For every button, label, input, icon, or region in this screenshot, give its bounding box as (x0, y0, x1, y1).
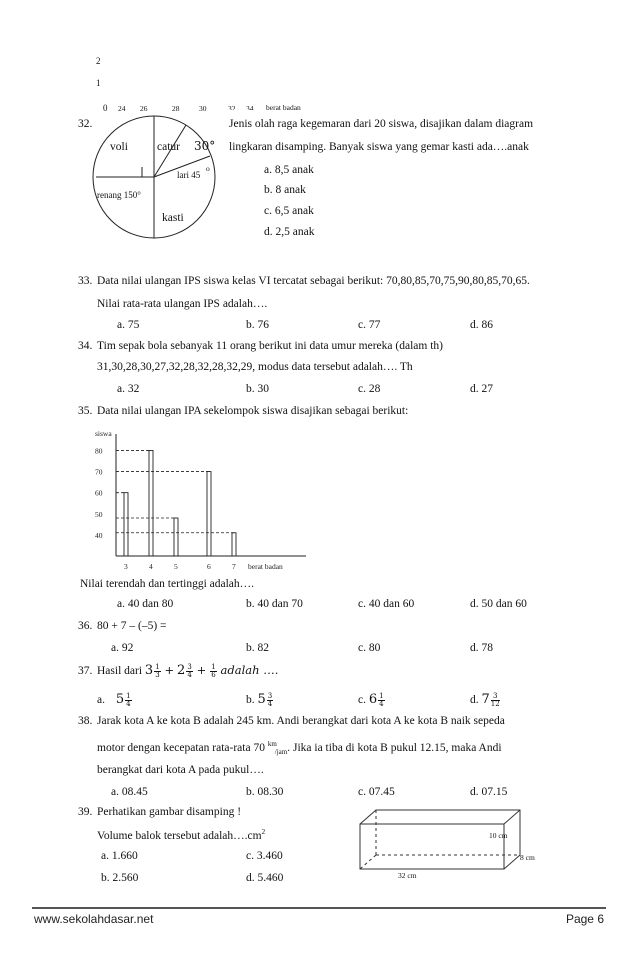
q39-text-line1: Perhatikan gambar disamping ! (97, 806, 242, 818)
q37-numerator-1: 1 (155, 662, 160, 671)
q33-text-line1: Data nilai ulangan IPS siswa kelas VI tercatat sebagai berikut: 70,80,85,70,75,90,80,85,70,65. (97, 275, 530, 287)
chart-xtick-label: 3 (124, 562, 128, 571)
q39-option-a[interactable]: a. 1.660 (101, 850, 138, 862)
q37-number: 37. (78, 665, 93, 677)
prev-chart-ytick-2: 2 (96, 56, 101, 66)
q35-option-d[interactable]: d. 50 dan 60 (470, 598, 527, 610)
chart-ylabel: siswa (95, 429, 112, 438)
chart-xtick-label: 7 (232, 562, 236, 571)
pie-chart (92, 108, 228, 248)
q37-option-d[interactable] (470, 692, 501, 708)
q37-fraction-2 (186, 664, 192, 679)
q37-option-c-denominator: 4 (379, 699, 384, 708)
q36-option-b[interactable]: b. 82 (246, 642, 269, 654)
chart-xtick-label: 4 (149, 562, 153, 571)
q34-option-a[interactable]: a. 32 (117, 383, 140, 395)
q39-superscript: 2 (261, 828, 266, 836)
chart-ytick-label: 60 (95, 488, 103, 498)
prev-chart-xtick: 34 (246, 104, 254, 110)
q37-option-b-whole: 5 (257, 692, 266, 707)
q37-option-c-numerator: 1 (379, 691, 384, 700)
chart-ytick-label: 70 (95, 467, 103, 477)
q39-number: 39. (78, 806, 93, 818)
q37-option-d-label: d. (470, 694, 479, 706)
q37-fraction-1 (154, 664, 160, 679)
q37-option-a-whole: 5 (115, 692, 125, 707)
pie-label-renang: renang 150° (97, 190, 141, 200)
chart-bar (124, 493, 128, 556)
q35-option-c[interactable]: c. 40 dan 60 (358, 598, 415, 610)
cuboid-label-length: 32 cm (398, 871, 417, 880)
q33-option-c[interactable]: c. 77 (358, 319, 381, 331)
q33-option-a[interactable]: a. 75 (117, 319, 140, 331)
q35-option-a[interactable]: a. 40 dan 80 (117, 598, 174, 610)
q37-denominator-3: 6 (211, 670, 216, 679)
q35-number: 35. (78, 405, 93, 417)
prev-chart-xtick: 26 (140, 104, 148, 113)
q38-text-line3: berangkat dari kota A pada pukul…. (97, 764, 264, 776)
chart-xtick-label: 6 (207, 562, 211, 571)
q37-numerator-3: 1 (211, 662, 216, 671)
q38-option-c[interactable]: c. 07.45 (358, 786, 395, 798)
footer-rule (32, 907, 606, 909)
q37-prefix: Hasil dari (97, 665, 143, 677)
chart-ytick-label: 80 (95, 446, 103, 456)
chart-bar (232, 533, 236, 556)
q37-operator-1: + (164, 663, 175, 677)
q37-option-a[interactable] (97, 692, 133, 708)
pie-label-lari-degree: o (206, 164, 210, 173)
q32-number: 32. (78, 118, 93, 130)
q37-option-c-fraction (378, 693, 384, 708)
q34-option-c[interactable]: c. 28 (358, 383, 381, 395)
chart-bar (149, 450, 153, 556)
prev-chart-xtick: 24 (118, 104, 126, 113)
q34-option-b[interactable]: b. 30 (246, 383, 269, 395)
footer-site[interactable]: www.sekolahdasar.net (34, 912, 154, 926)
q37-fraction-3 (210, 664, 216, 679)
q37-denominator-1: 3 (155, 670, 160, 679)
ipa-bar-chart (90, 424, 320, 574)
q32-option-a[interactable]: a. 8,5 anak (264, 164, 314, 176)
chart-ytick-label: 50 (95, 509, 103, 519)
q32-text-line1: Jenis olah raga kegemaran dari 20 siswa, disajikan dalam diagram (229, 118, 534, 130)
q37-option-a-numerator: 1 (126, 691, 131, 700)
pie-label-kasti: kasti (162, 212, 184, 224)
cuboid-edge (504, 810, 520, 824)
pie-label-lari: lari 45 (177, 170, 201, 180)
q37-operator-2: + (196, 663, 207, 677)
q33-text-line2: Nilai rata-rata ulangan IPS adalah…. (97, 298, 268, 310)
pie-label-voli: voli (110, 141, 128, 153)
q37-option-b-numerator: 3 (267, 691, 273, 700)
q37-option-a-fraction (125, 693, 131, 708)
q38-text-line2-post: . Jika ia tiba di kota B pukul 12.15, maka Andi (287, 741, 502, 754)
q38-number: 38. (78, 715, 93, 727)
q37-denominator-2: 4 (187, 670, 192, 679)
q32-option-d[interactable]: d. 2,5 anak (264, 226, 315, 238)
q38-text-line2 (97, 740, 502, 756)
q37-option-d-whole: 7 (481, 692, 490, 707)
q38-unit-den: /jam (274, 748, 288, 757)
q37-option-b-label: b. (246, 694, 255, 706)
q36-option-d[interactable]: d. 78 (470, 642, 493, 654)
chart-xtick-label: 5 (174, 562, 178, 571)
q37-whole-1: 3 (144, 663, 154, 678)
cuboid-label-height: 10 cm (489, 831, 508, 840)
pie-right-angle-mark (142, 167, 150, 177)
q33-option-d[interactable]: d. 86 (470, 319, 493, 331)
prev-chart-xtick: 32 (228, 104, 236, 110)
q35-text-line1: Data nilai ulangan IPA sekelompok siswa disajikan sebagai berikut: (97, 405, 409, 417)
q34-text-line2: 31,30,28,30,27,32,28,32,28,32,29, modus data tersebut adalah…. Th (97, 361, 413, 373)
q32-option-c[interactable]: c. 6,5 anak (264, 205, 314, 217)
q38-unit-num: km (267, 740, 277, 748)
q37-tail: adalah …. (220, 663, 279, 677)
q36-number: 36. (78, 620, 93, 632)
q32-text-line2: lingkaran disamping. Banyak siswa yang gemar kasti ada….anak (229, 141, 529, 153)
q38-text-line2-pre: motor dengan kecepatan rata-rata 70 (97, 741, 265, 754)
q37-option-d-numerator: 3 (491, 693, 500, 701)
pie-label-catur-degree: 30° (194, 139, 216, 153)
q36-text: 80 + 7 – (–5) = (97, 620, 167, 632)
q37-numerator-2: 3 (187, 662, 192, 671)
pie-label-catur: catur (157, 141, 180, 153)
q37-option-b-fraction (267, 693, 273, 708)
chart-ytick-label: 40 (95, 530, 103, 540)
prev-chart-xtick: 28 (172, 104, 180, 113)
q34-option-d[interactable]: d. 27 (470, 383, 493, 395)
q39-option-d[interactable]: d. 5.460 (246, 872, 284, 884)
q34-number: 34. (78, 340, 93, 352)
prev-chart-ytick-1: 1 (96, 78, 101, 88)
q33-option-b[interactable]: b. 76 (246, 319, 269, 331)
q37-whole-2: 2 (177, 663, 186, 678)
chart-xlabel: berat badan (248, 562, 283, 571)
q37-option-c[interactable] (358, 692, 386, 708)
q34-text-line1: Tim sepak bola sebanyak 11 orang berikut ini data umur mereka (dalam th) (97, 340, 443, 352)
q39-text-line2-main: Volume balok tersebut adalah….cm (97, 829, 262, 842)
prev-chart-xtick: 30 (199, 104, 207, 113)
q37-option-a-label: a. (97, 694, 105, 706)
q38-option-b[interactable]: b. 08.30 (246, 786, 284, 798)
cuboid-figure (356, 805, 536, 875)
q37-option-b[interactable] (246, 692, 274, 708)
q35-option-b[interactable]: b. 40 dan 70 (246, 598, 303, 610)
q35-text-line2: Nilai terendah dan tertinggi adalah…. (80, 578, 255, 590)
q37-option-d-denominator: 12 (490, 699, 500, 708)
chart-bar (207, 472, 211, 556)
q37-expression (97, 663, 278, 679)
q33-number: 33. (78, 275, 93, 287)
q38-option-a[interactable]: a. 08.45 (111, 786, 148, 798)
q38-option-d[interactable]: d. 07.15 (470, 786, 508, 798)
q37-option-a-denominator: 4 (126, 699, 131, 708)
q39-option-b[interactable]: b. 2.560 (101, 872, 139, 884)
prev-chart-xlabel: berat badan (266, 103, 301, 110)
q37-option-d-fraction (491, 693, 500, 708)
q36-option-a[interactable]: a. 92 (111, 642, 134, 654)
q37-option-c-label: c. (358, 694, 366, 706)
q32-option-b[interactable]: b. 8 anak (264, 184, 306, 196)
prev-chart-xtick: 0 (103, 103, 108, 113)
q36-option-c[interactable]: c. 80 (358, 642, 381, 654)
footer-page-number: Page 6 (565, 912, 604, 926)
q38-text-line1: Jarak kota A ke kota B adalah 245 km. Andi berangkat dari kota A ke kota B naik sepeda (97, 715, 505, 727)
q39-text-line2 (97, 828, 265, 842)
q37-option-b-denominator: 4 (267, 699, 273, 708)
cuboid-front-face (360, 824, 504, 869)
cuboid-label-width: 8 cm (520, 853, 535, 862)
chart-bar (174, 518, 178, 556)
q39-option-c[interactable]: c. 3.460 (246, 850, 283, 862)
q37-option-c-whole: 6 (368, 692, 378, 707)
